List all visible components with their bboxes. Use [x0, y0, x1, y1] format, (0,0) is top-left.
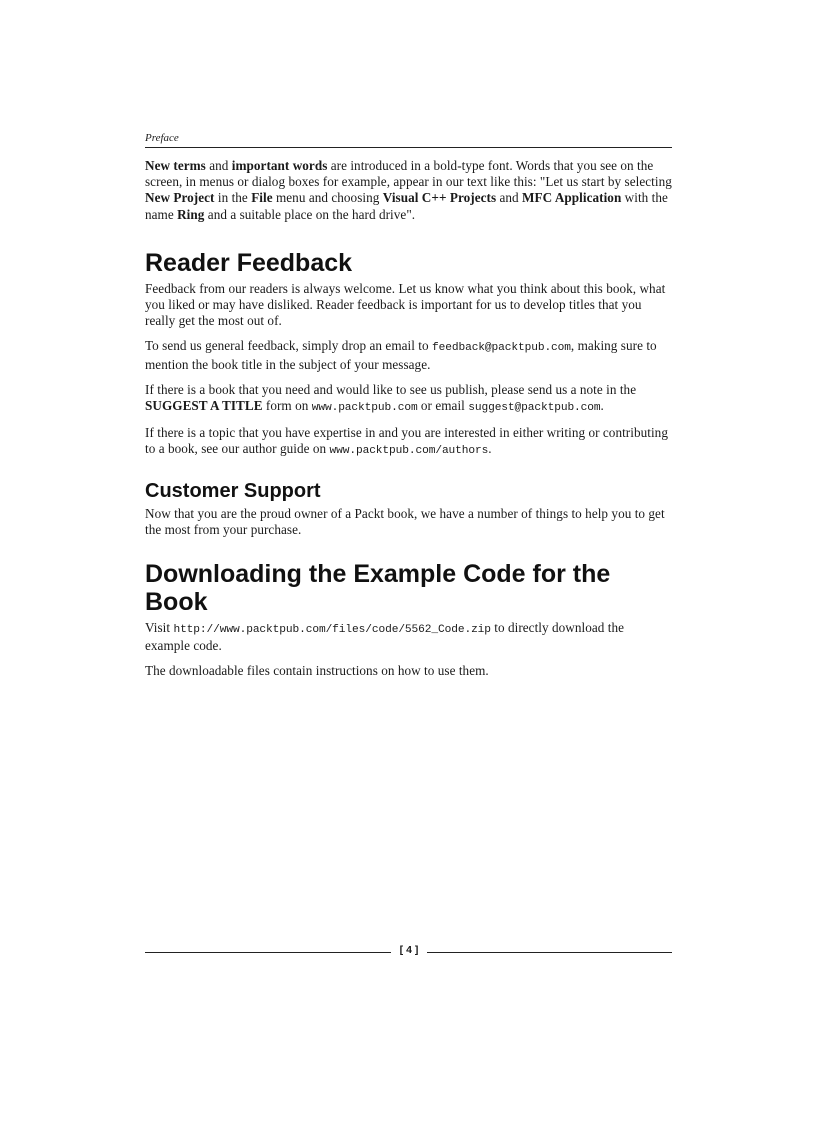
- suggest-title-paragraph: If there is a book that you need and would like to see us publish, please send us a note in the SUGGEST A TITLE form on www.packtpub.com or email suggest@packtpub.com.: [145, 381, 637, 415]
- downloading-heading: Downloading the Example Code for the Book: [145, 560, 611, 617]
- example-code-link[interactable]: http://www.packtpub.com/files/code/5562_Code.zip: [173, 624, 491, 637]
- general-feedback-paragraph: To send us general feedback, simply drop an email to feedback@packtpub.com, making sure to mention the book title in the subject of your message.: [145, 338, 657, 372]
- footer-rule-left: [145, 952, 391, 953]
- author-guide-link[interactable]: www.packtpub.com/authors: [329, 445, 489, 458]
- author-guide-paragraph: If there is a topic that you have expertise in and you are interested in either writing or contributing to a book, see our author guide on www.packtpub.com/authors.: [145, 425, 668, 458]
- bold-term: SUGGEST A TITLE: [145, 398, 263, 414]
- bold-term: important words: [231, 158, 328, 173]
- page-body: [145, 132, 672, 689]
- bold-term: Visual C++ Projects: [382, 190, 497, 206]
- customer-support-paragraph: Now that you are the proud owner of a Packt book, we have a number of things to help you to get the most from your purchase.: [145, 505, 665, 537]
- bold-term: File: [251, 190, 273, 206]
- download-paragraph: Visit http://www.packtpub.com/files/code/5562_Code.zip to directly download the example code.: [145, 620, 624, 654]
- reader-feedback-heading: Reader Feedback: [145, 248, 353, 277]
- suggest-email-link[interactable]: suggest@packtpub.com: [468, 402, 601, 415]
- reader-feedback-paragraph: Feedback from our readers is always welcome. Let us know what you think about this book, what you liked or may have disliked. Reader feedback is important for us to develop titles that you really get the most out of.: [145, 280, 666, 329]
- page-footer: [145, 943, 672, 961]
- feedback-email-link[interactable]: feedback@packtpub.com: [432, 342, 571, 355]
- conventions-paragraph: New terms and important words are introduced in a bold-type font. Words that you see on the screen, in menus or dialog boxes for example, appear in our text like this: "Let us start by selecting New Project in the File menu and choosing Visual C++ Projects and MFC Application with the name Ring and a suitable place on the hard drive".: [145, 158, 672, 222]
- bold-term: MFC Application: [522, 190, 622, 206]
- running-head: Preface: [145, 132, 672, 148]
- bold-term: New terms: [145, 158, 206, 173]
- bold-term: Ring: [177, 206, 205, 222]
- page-number: [ 4 ]: [399, 944, 419, 956]
- packtpub-link[interactable]: www.packtpub.com: [311, 402, 418, 415]
- download-instructions-paragraph: The downloadable files contain instructions on how to use them.: [145, 663, 489, 679]
- bold-term: New Project: [145, 190, 215, 206]
- footer-rule-right: [427, 952, 672, 953]
- customer-support-heading: Customer Support: [145, 479, 321, 502]
